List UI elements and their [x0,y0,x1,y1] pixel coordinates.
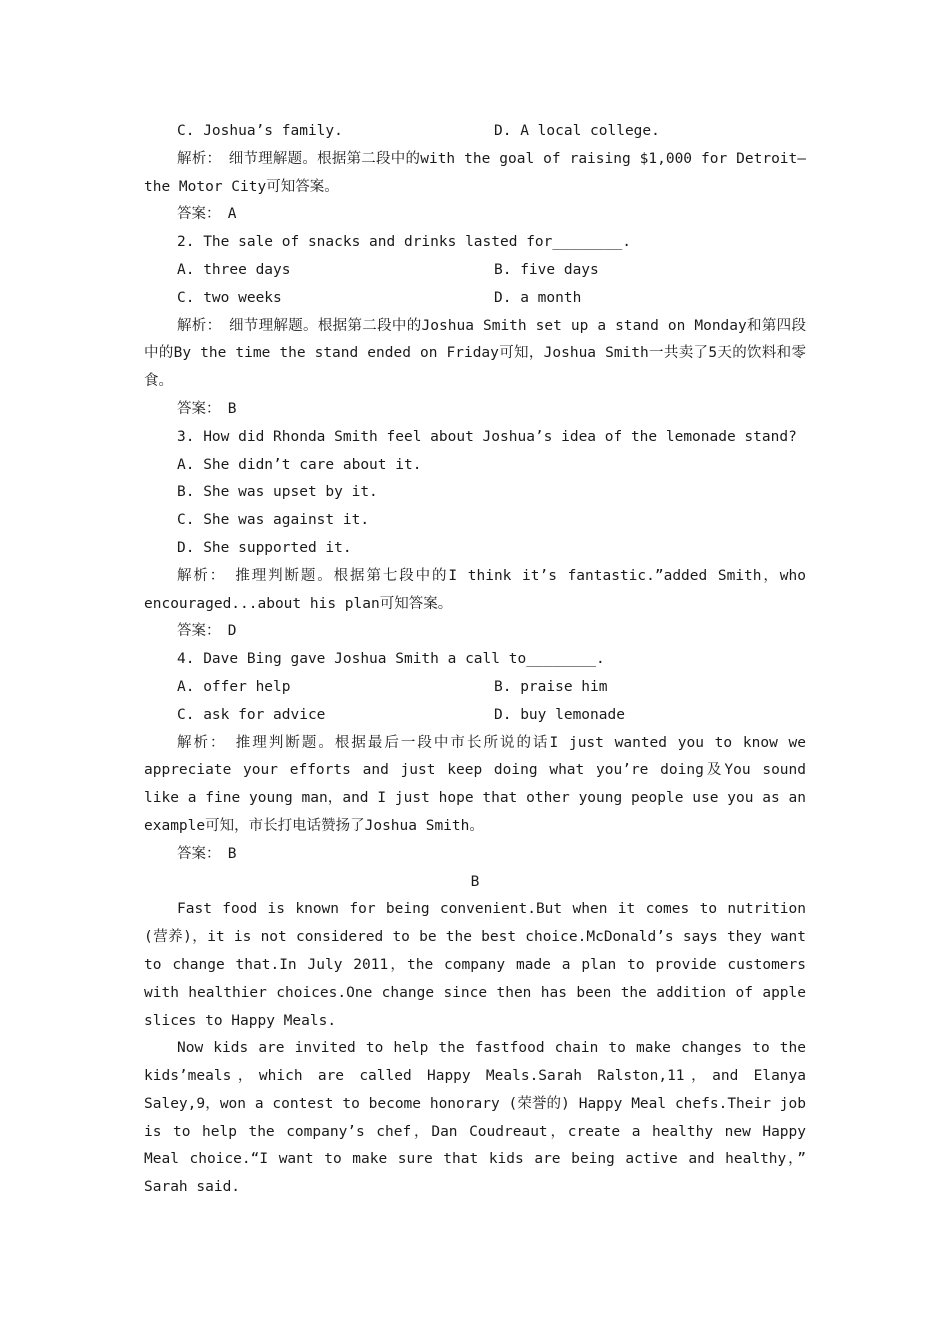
q4-options-row-ab [144,674,806,702]
q3-option-b: B. She was upset by it. [177,484,378,501]
document-page [144,118,806,1202]
q4-option-d: D. buy lemonade [494,706,625,723]
q1-option-c: C. Joshua’s family. [177,123,343,139]
q2-analysis: 解析： 细节理解题。根据第二段中的Joshua Smith set up a stand on Monday和第四段中的By the time the stand ended on Friday可知，Joshua Smith一共卖了5天的饮料和零食。 [144,317,806,390]
q2-stem: 2. The sale of snacks and drinks lasted for________. [177,234,631,251]
q1-options-row-cd [144,118,806,146]
q2-option-c: C. two weeks [177,289,282,306]
q3-stem: 3. How did Rhonda Smith feel about Joshua’s idea of the lemonade stand? [177,428,797,445]
q3-option-d: D. She supported it. [177,539,352,556]
q2-option-b: B. five days [494,261,599,278]
q3-option-a: A. She didn’t care about it. [177,456,422,473]
q2-option-a: A. three days [177,261,291,278]
q3-option-c: C. She was against it. [177,512,370,529]
q3-answer: 答案： D [177,623,237,640]
q2-option-d: D. a month [494,289,582,306]
q4-stem: 4. Dave Bing gave Joshua Smith a call to________. [177,651,605,668]
q4-answer: 答案： B [177,845,237,862]
q1-answer: 答案： A [177,206,237,223]
section-b-paragraph-1: Fast food is known for being convenient.But when it comes to nutrition (营养)，it is not considered to be the best choice.McDonald’s says they want to change that.In July 2011，the company made a plan to provide customers with healthier choices.One change since then has been the addition of apple slices to Happy Meals. [144,901,806,1029]
q4-analysis: 解析： 推理判断题。根据最后一段中市长所说的话I just wanted you to know we appreciate your efforts and just keep doing what you’re doing及You sound like a fine young man，and I just hope that other young people use you as an example可知，市长打电话赞扬了Joshua Smith。 [144,734,806,834]
q4-option-a: A. offer help [177,678,291,695]
q2-options-row-cd [144,285,806,313]
q1-analysis: 解析： 细节理解题。根据第二段中的with the goal of raising $1,000 for Detroit—the Motor City可知答案。 [144,150,806,195]
section-b-paragraph-2: Now kids are invited to help the fastfood chain to make changes to the kids’meals，which are called Happy Meals.Sarah Ralston,11，and Elanya Saley,9，won a contest to become honorary (荣誉的) Happy Meal chefs.Their job is to help the company’s chef，Dan Coudreaut，create a healthy new Happy Meal choice.“I want to make sure that kids are being active and healthy，” Sarah said. [144,1040,806,1196]
q2-options-row-ab [144,257,806,285]
q4-option-c: C. ask for advice [177,706,326,723]
q4-option-b: B. praise him [494,678,608,695]
q4-options-row-cd [144,702,806,730]
section-b-heading: B [470,873,480,890]
q1-option-d: D. A local college. [494,123,660,139]
q3-analysis: 解析： 推理判断题。根据第七段中的I think it’s fantastic.”added Smith，who encouraged...about his plan可知答案。 [144,567,806,612]
q2-answer: 答案： B [177,400,237,417]
